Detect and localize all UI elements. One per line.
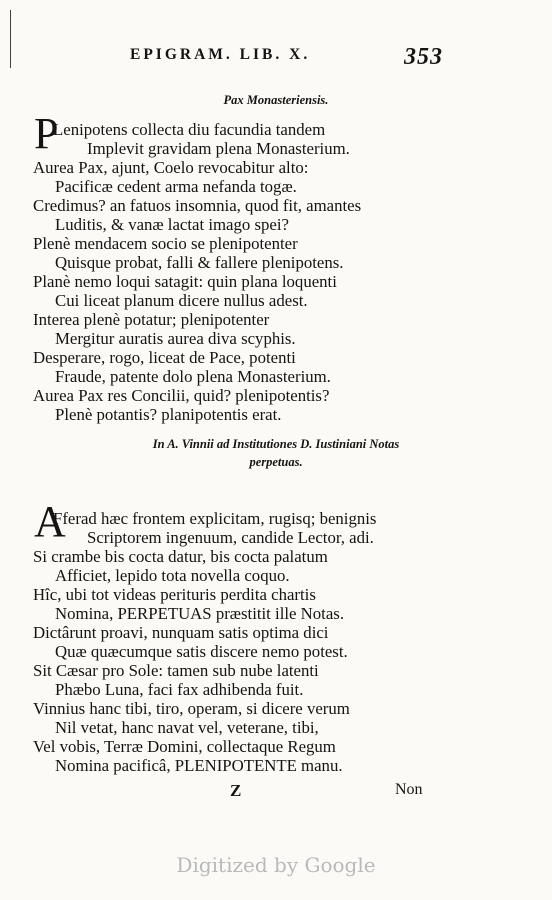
verse-line: Quisque probat, falli & fallere plenipotens. <box>55 253 344 272</box>
poem2-title <box>0 435 552 471</box>
poem1-title: Pax Monasteriensis. <box>223 93 329 107</box>
verse-line: Pacificæ cedent arma nefanda togæ. <box>55 177 297 196</box>
verse-line: Plenè mendacem socio se plenipotenter <box>33 234 298 253</box>
verse-line: Luditis, & vanæ lactat imago spei? <box>55 215 289 234</box>
verse-line: Dictârunt proavi, nunquam satis optima dici <box>33 623 329 642</box>
verse-line: Aurea Pax res Concilii, quid? plenipotentis? <box>33 386 330 405</box>
verse-line: Nil vetat, hanc navat vel, veterane, tibi, <box>55 718 319 737</box>
verse-line: Interea plenè potatur; plenipotenter <box>33 310 270 329</box>
verse-line: Credimus? an fatuos insomnia, quod fit, amantes <box>33 196 362 215</box>
signature-mark: Z <box>230 781 242 800</box>
poem2-dropcap: A <box>34 497 66 546</box>
verse-line: Lenipotens collecta diu facundia tandem <box>53 120 326 139</box>
poem2-verse <box>33 509 513 775</box>
verse-line: Fraude, patente dolo plena Monasterium. <box>55 367 331 386</box>
running-head: EPIGRAM. LIB. X. <box>130 46 311 63</box>
verse-line: Vel vobis, Terræ Domini, collectaque Regum <box>33 737 336 756</box>
verse-line: Mergitur auratis aurea diva scyphis. <box>55 329 296 348</box>
page-number: 353 <box>404 44 443 70</box>
verse-line: Cui liceat planum dicere nullus adest. <box>55 291 308 310</box>
verse-line: Hîc, ubi tot videas perituris perdita chartis <box>33 585 316 604</box>
verse-line: Implevit gravidam plena Monasterium. <box>87 139 350 158</box>
poem2-title-line2: perpetuas. <box>249 455 303 469</box>
verse-line: Quæ quæcumque satis discere nemo potest. <box>55 642 348 661</box>
verse-line: Fferad hæc frontem explicitam, rugisq; benignis <box>53 509 377 528</box>
verse-line: Phæbo Luna, faci fax adhibenda fuit. <box>55 680 304 699</box>
verse-line: Afficiet, lepido tota novella coquo. <box>55 566 290 585</box>
poem1-verse <box>33 120 513 424</box>
verse-line: Sit Cæsar pro Sole: tamen sub nube latenti <box>33 661 319 680</box>
digitization-watermark: Digitized by Google <box>176 853 376 877</box>
verse-line: Desperare, rogo, liceat de Pace, potenti <box>33 348 296 367</box>
poem1-dropcap: P <box>34 109 59 158</box>
verse-line: Scriptorem ingenuum, candide Lector, adi. <box>87 528 374 547</box>
verse-line: Nomina, PERPETUAS præstitit ille Notas. <box>55 604 345 623</box>
verse-line: Si crambe bis cocta datur, bis cocta palatum <box>33 547 328 566</box>
verse-line: Planè nemo loqui satagit: quin plana loquenti <box>33 272 337 291</box>
verse-line: Nomina pacificâ, PLENIPOTENTE manu. <box>55 756 343 775</box>
verse-line: Plenè potantis? planipotentis erat. <box>55 405 282 424</box>
verse-line: Aurea Pax, ajunt, Coelo revocabitur alto: <box>33 158 309 177</box>
catchword: Non <box>395 781 423 798</box>
page-edge-line <box>10 10 11 68</box>
verse-line: Vinnius hanc tibi, tiro, operam, si dicere verum <box>33 699 350 718</box>
poem2-title-line1: In A. Vinnii ad Institutiones D. Iustiniani Notas <box>152 437 400 451</box>
